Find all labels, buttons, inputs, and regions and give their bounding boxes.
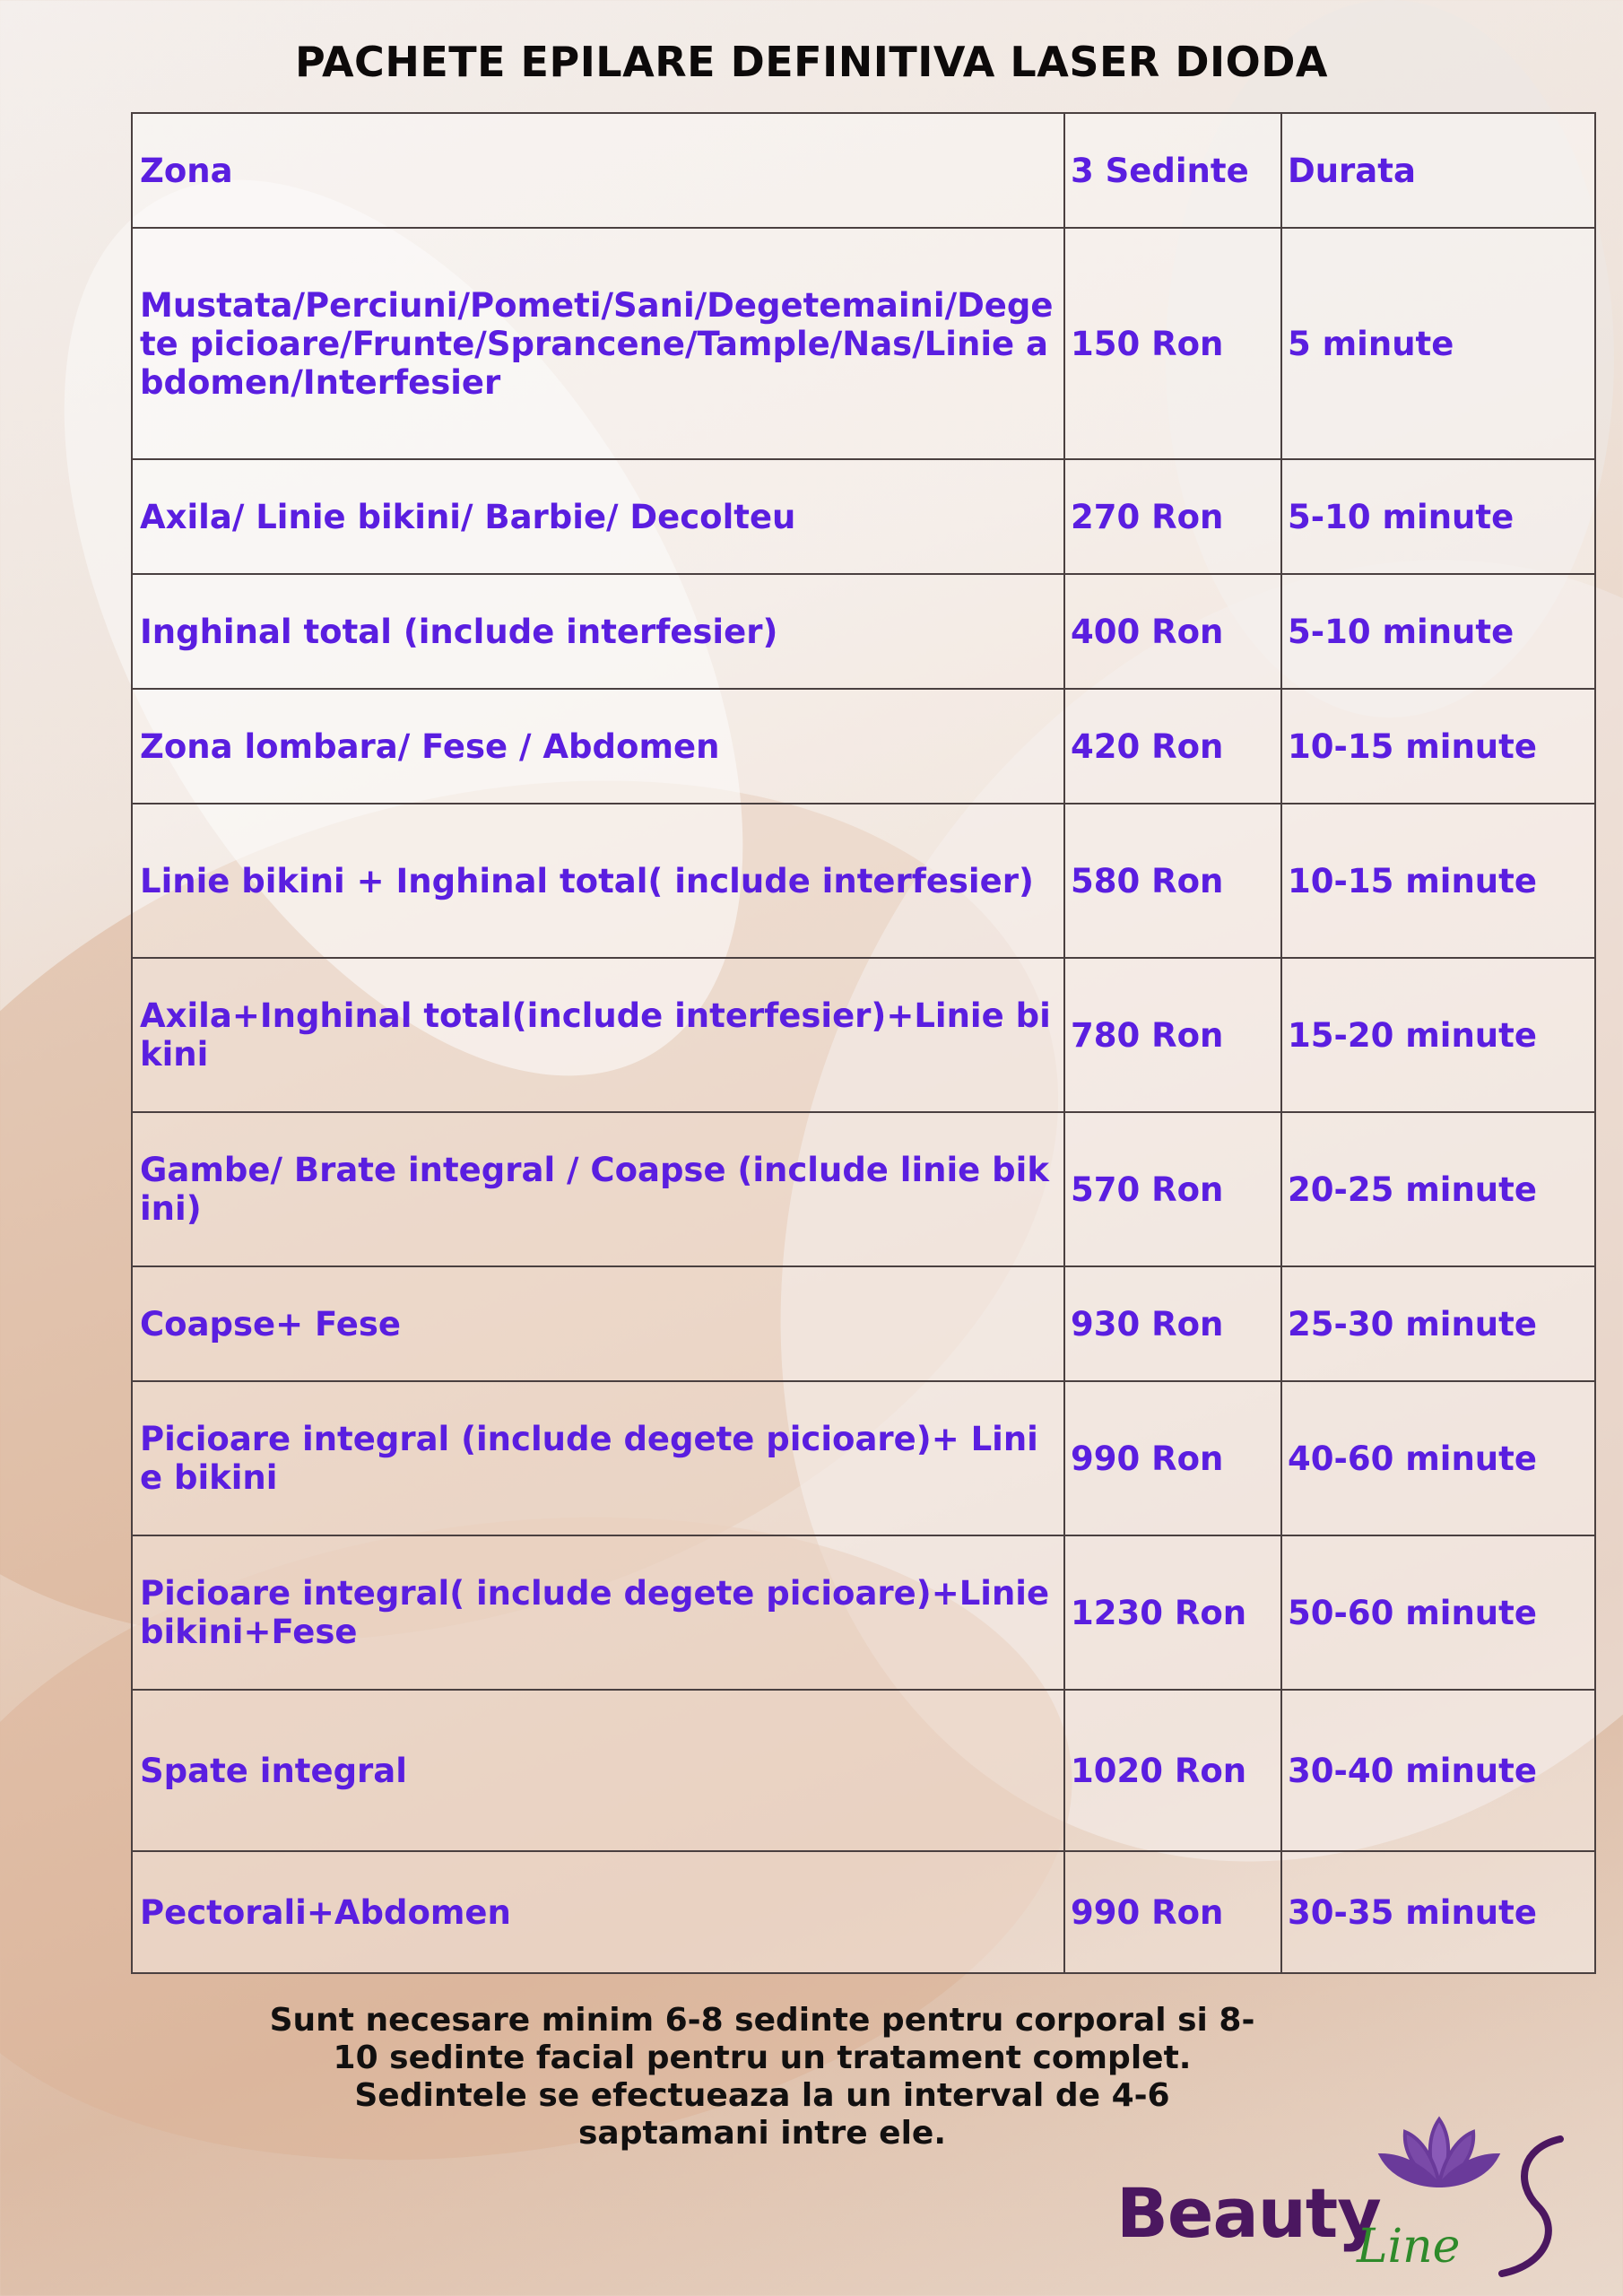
cell-pret: 580 Ron <box>1064 804 1281 958</box>
cell-pret: 780 Ron <box>1064 958 1281 1112</box>
cell-zona: Axila/ Linie bikini/ Barbie/ Decolteu <box>132 459 1064 574</box>
cell-durata: 5 minute <box>1281 228 1595 459</box>
table-header-row <box>132 113 1595 228</box>
cell-durata: 25-30 minute <box>1281 1266 1595 1381</box>
table-row <box>132 228 1595 459</box>
table-row <box>132 958 1595 1112</box>
logo-word-beauty: Beauty <box>1116 2173 1381 2253</box>
table-row <box>132 1112 1595 1266</box>
table-row <box>132 574 1595 689</box>
table-row <box>132 1535 1595 1690</box>
table-row <box>132 804 1595 958</box>
table-row <box>132 1851 1595 1973</box>
lotus-icon <box>1376 2112 1502 2193</box>
cell-durata: 5-10 minute <box>1281 459 1595 574</box>
cell-pret: 420 Ron <box>1064 689 1281 804</box>
cell-pret: 1230 Ron <box>1064 1535 1281 1690</box>
table-row <box>132 1690 1595 1851</box>
cell-zona: Mustata/Perciuni/Pometi/Sani/Degetemaini/Degete picioare/Frunte/Sprancene/Tample/Nas/Linie abdomen/Interfesier <box>132 228 1064 459</box>
page-title: PACHETE EPILARE DEFINITIVA LASER DIODA <box>294 38 1329 86</box>
cell-durata: 20-25 minute <box>1281 1112 1595 1266</box>
cell-zona: Zona lombara/ Fese / Abdomen <box>132 689 1064 804</box>
cell-durata: 50-60 minute <box>1281 1535 1595 1690</box>
cell-zona: Coapse+ Fese <box>132 1266 1064 1381</box>
cell-pret: 930 Ron <box>1064 1266 1281 1381</box>
cell-pret: 150 Ron <box>1064 228 1281 459</box>
cell-durata: 30-35 minute <box>1281 1851 1595 1973</box>
cell-pret: 400 Ron <box>1064 574 1281 689</box>
cell-durata: 30-40 minute <box>1281 1690 1595 1851</box>
price-table <box>131 112 1596 1974</box>
table-row <box>132 459 1595 574</box>
header-sedinte: 3 Sedinte <box>1064 113 1281 228</box>
cell-durata: 40-60 minute <box>1281 1381 1595 1535</box>
swirl-icon <box>1484 2130 1583 2283</box>
cell-zona: Gambe/ Brate integral / Coapse (include linie bikini) <box>132 1112 1064 1266</box>
note-line: Sunt necesare minim 6-8 sedinte pentru corporal si 8- <box>269 2002 1255 2039</box>
cell-zona: Linie bikini + Inghinal total( include interfesier) <box>132 804 1064 958</box>
cell-zona: Picioare integral (include degete picioare)+ Linie bikini <box>132 1381 1064 1535</box>
cell-pret: 570 Ron <box>1064 1112 1281 1266</box>
cell-pret: 1020 Ron <box>1064 1690 1281 1851</box>
cell-pret: 270 Ron <box>1064 459 1281 574</box>
cell-zona: Inghinal total (include interfesier) <box>132 574 1064 689</box>
cell-durata: 5-10 minute <box>1281 574 1595 689</box>
cell-pret: 990 Ron <box>1064 1851 1281 1973</box>
header-durata: Durata <box>1281 113 1595 228</box>
cell-zona: Axila+Inghinal total(include interfesier)+Linie bikini <box>132 958 1064 1112</box>
note-line: 10 sedinte facial pentru un tratament complet. <box>333 2039 1192 2076</box>
cell-durata: 15-20 minute <box>1281 958 1595 1112</box>
logo-word-line: Line <box>1357 2220 1461 2274</box>
table-row <box>132 689 1595 804</box>
cell-pret: 990 Ron <box>1064 1381 1281 1535</box>
table-row <box>132 1266 1595 1381</box>
cell-zona: Spate integral <box>132 1690 1064 1851</box>
note-line: saptamani intre ele. <box>577 2115 947 2152</box>
table-row <box>132 1381 1595 1535</box>
header-zona: Zona <box>132 113 1064 228</box>
brand-logo <box>1116 2112 1583 2283</box>
cell-durata: 10-15 minute <box>1281 689 1595 804</box>
cell-zona: Picioare integral( include degete picioare)+Linie bikini+Fese <box>132 1535 1064 1690</box>
note-line: Sedintele se efectueaza la un interval de 4-6 <box>354 2077 1170 2114</box>
cell-zona: Pectorali+Abdomen <box>132 1851 1064 1973</box>
cell-durata: 10-15 minute <box>1281 804 1595 958</box>
